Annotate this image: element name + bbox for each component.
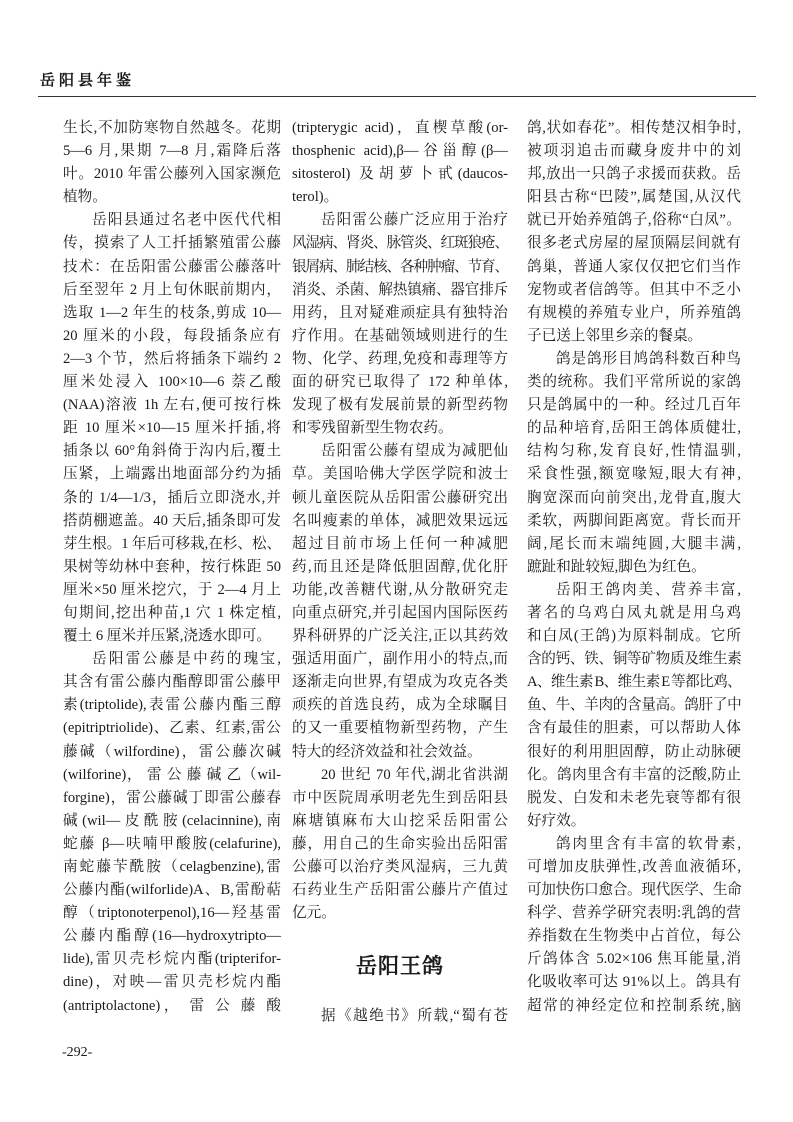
text-line: 疗作用。在基础领域则进行的生: [292, 327, 508, 344]
text-line: 鸽巢，普通人家仅仅把它们当作: [527, 258, 741, 275]
text-line: 顽疾的首选良药，成为全球瞩目: [292, 697, 508, 714]
paragraph: [292, 209, 508, 440]
text-line: 可增加皮肤弹性,改善血液循环,: [527, 859, 741, 875]
text-line: sitosterol) 及胡萝卜甙(daucos-: [292, 166, 508, 183]
text-line: terol)。: [292, 189, 339, 206]
text-line: 用药，且对疑难顽症具有独特治: [292, 304, 508, 321]
text-line: 科学、营养学研究表明:乳鸽的营: [527, 905, 741, 922]
text-line: 公藤内酯醇(16—hydroxytripto—: [63, 928, 281, 945]
text-line: 岳阳县通过名老中医代代相: [92, 212, 281, 229]
text-line: 鸽肉里含有丰富的软骨素,: [556, 835, 741, 852]
text-line: 碱(wil—皮酰胺(celacinnine),南: [63, 812, 281, 829]
text-line: 技术：在岳阳雷公藤雷公藤落叶: [63, 258, 281, 275]
text-line: 选取 1—2 年生的枝条,剪成 10—: [63, 304, 281, 321]
text-line: 超常的神经定位和控制系统,脑: [527, 997, 741, 1014]
text-line: 和白凤(王鸽)为原料制成。它所: [527, 628, 741, 645]
text-line: 邦,放出一只鸽子求援而获救。岳: [527, 166, 741, 183]
text-line: 逐渐走向世界,有望成为攻克各类: [292, 674, 508, 691]
text-column-1: [63, 117, 281, 1018]
text-line: 只是鸽属中的一种。经过几百年: [527, 397, 741, 414]
text-line: 藤碱（wilfordine)，雷公藤次碱: [63, 743, 281, 760]
text-line: 柔软，两脚间距离宽。背长而开: [527, 512, 741, 529]
text-line: 市中医院周承明老先生到岳阳县: [292, 789, 508, 806]
text-line: 面的研究已取得了 172 种单体,: [292, 374, 508, 391]
text-line: 公藤可以治疗类风湿病，三九黄: [292, 859, 508, 875]
text-line: 蹠趾和趾较短,脚色为红色。: [527, 558, 706, 575]
text-line: 植物。: [63, 189, 107, 206]
text-line: 石药业生产岳阳雷公藤片产值过: [292, 882, 508, 899]
paragraph: [527, 348, 741, 579]
text-line: 阔,尾长而末端纯圆,大腿丰满,: [527, 535, 741, 552]
text-line: 很多老式房屋的屋顶隔层间就有: [527, 235, 741, 252]
running-header-title: 岳阳县年鉴: [40, 71, 136, 89]
text-line: 斤鸽体含 5.02×106 焦耳能量,消: [527, 951, 741, 968]
text-line: 生长,不加防寒物自然越冬。花期: [63, 120, 281, 136]
text-line: 藤，用自己的生命实验出岳阳雷: [292, 835, 508, 852]
text-line: 麻塘镇麻布大山挖采岳阳雷公: [292, 812, 508, 829]
text-line: 厘米处浸入 100×10—6 萘乙酸: [63, 374, 281, 391]
header-divider: [38, 96, 756, 97]
text-line: 子已送上邻里乡亲的餐桌。: [527, 327, 703, 344]
text-line: 好疗效。: [527, 812, 586, 829]
text-line: 鸽是鸽形目鸠鸽科数百种鸟: [556, 350, 741, 367]
text-line: 素(triptolide),表雷公藤内酯三醇: [63, 697, 281, 714]
text-line: dine)，对映—雷贝壳杉烷内酯: [63, 974, 281, 991]
text-line: 含有最佳的胆素，可以帮助人体: [527, 720, 741, 737]
text-line: 强适用面广，副作用小的特点,而: [292, 651, 508, 668]
paragraph: [292, 440, 508, 763]
text-line: 和零残留新型生物农药。: [292, 420, 453, 437]
text-line: 鸽,状如春花”。相传楚汉相争时,: [527, 120, 741, 136]
text-line: 鱼、牛、羊肉的含量高。鸽肝了中: [527, 697, 742, 714]
text-line: 搭荫棚遮盖。40 天后,插条即可发: [63, 512, 281, 529]
text-line: 可加快伤口愈合。现代医学、生命: [527, 882, 742, 899]
text-line: 20 世纪 70 年代,湖北省洪湖: [321, 766, 508, 783]
text-line: 其含有雷公藤内酯醇即雷公藤甲: [63, 674, 281, 691]
text-line: 物、化学、药理,免疫和毒理等方: [292, 350, 508, 367]
page-number: -292-: [62, 1045, 93, 1060]
text-line: 果树等幼林中套种，按行株距 50: [63, 558, 281, 575]
text-line: 被项羽追击而藏身废井中的刘: [527, 143, 741, 160]
text-line: 的又一重要植物新型药物，产生: [292, 720, 508, 737]
text-line: 脱发、白发和未老先衰等都有很: [527, 789, 741, 806]
text-line: 很好的利用胆固醇，防止动脉硬: [527, 743, 741, 760]
text-line: 阳县古称“巴陵”,属楚国,从汉代: [527, 189, 741, 206]
text-line: 2—3 个节，然后将插条下端约 2: [63, 350, 281, 367]
paragraph: [63, 648, 281, 1018]
text-line: (antriptolactone)， 雷 公 藤 酸: [63, 997, 281, 1014]
text-line: 5—6 月,果期 7—8 月,霜降后落: [63, 143, 281, 160]
text-line: 采食性强,额宽喙短,眼大有神,: [527, 466, 741, 483]
paragraph: [63, 117, 281, 209]
paragraph: [527, 117, 741, 348]
text-line: 岳阳雷公藤有望成为减肥仙: [321, 443, 508, 460]
text-line: 银屑病、肺结核、各种肿瘤、节育、: [292, 258, 508, 275]
text-line: (tripterygic acid)，直楔草酸(or-: [292, 120, 508, 136]
text-line: 消炎、杀菌、解热镇痛、器官排斥: [292, 281, 508, 298]
text-line: thosphenic acid),β—谷甾醇(β—: [292, 143, 508, 160]
paragraph: [292, 117, 508, 209]
text-line: 化吸收率可达 91%以上。鸽具有: [527, 974, 741, 991]
text-line: 芽生根。1 年后可移栽,在杉、松、: [63, 535, 281, 552]
text-line: 距 10 厘米×10—15 厘米扦插,将: [63, 420, 281, 437]
text-column-2: [292, 117, 508, 925]
text-line: 顿儿童医院从岳阳雷公藤研究出: [292, 489, 508, 506]
text-line: 20 厘米的小段，每段插条应有: [63, 327, 281, 344]
text-line: 结构匀称,发育良好,性情温驯,: [527, 443, 741, 460]
paragraph: [527, 579, 741, 833]
text-line: 超过目前市场上任何一种减肥: [292, 535, 508, 552]
text-line: 压紧，上端露出地面部分约为插: [63, 466, 281, 483]
text-line: (epitriptriolide)、乙素、红素,雷公: [63, 720, 281, 737]
text-line: 名叫瘦素的单体，减肥效果远远: [292, 512, 508, 529]
paragraph: [527, 833, 741, 1018]
text-line: 宠物或者信鸽等。但其中不乏小: [527, 281, 741, 298]
text-line: 功能,改善糖代谢,从分散研究走: [292, 581, 508, 598]
text-line: 南蛇藤苄酰胺（celagbenzine),雷: [63, 859, 281, 875]
text-line: 界科研界的广泛关注,正以其药效: [292, 628, 508, 645]
text-line: 亿元。: [292, 905, 336, 922]
text-line: lide),雷贝壳杉烷内酯(tripterifor-: [63, 951, 281, 968]
text-line: 叶。2010 年雷公藤列入国家濒危: [63, 166, 281, 183]
text-line: 类的统称。我们平常所说的家鸽: [527, 374, 741, 391]
text-line: A、维生素 B、维生素 E 等都比鸡、: [527, 674, 741, 691]
text-line: 特大的经济效益和社会效益。: [292, 743, 482, 760]
text-line: (NAA)溶液 1h 左右,便可按行株: [63, 397, 281, 414]
text-line: 蛇藤 β—呋喃甲酸胺(celafurine),: [63, 835, 281, 852]
text-line: 草。美国哈佛大学医学院和波士: [292, 466, 508, 483]
text-line: 的品种培育,岳阳王鸽体质健壮,: [527, 420, 741, 437]
text-line: 岳阳雷公藤是中药的瑰宝,: [92, 651, 281, 668]
text-line: 覆土 6 厘米并压紧,浇透水即可。: [63, 628, 271, 645]
text-line: 著名的乌鸡白凤丸就是用乌鸡: [527, 604, 741, 621]
text-line: 旬期间,挖出种苗,1 穴 1 株定植,: [63, 604, 281, 621]
text-line: 岳阳王鸽肉美、营养丰富,: [556, 581, 741, 598]
text-line: 向重点研究,并引起国内国际医药: [292, 604, 508, 621]
text-line: (wilforine)， 雷 公 藤 碱 乙（wil-: [63, 766, 281, 783]
text-line: 条的 1/4—1/3，插后立即浇水,并: [63, 489, 281, 506]
text-line: 发现了极有发展前景的新型药物: [292, 397, 508, 414]
text-line: 含的钙、铁、铜等矿物质及维生素: [527, 651, 742, 668]
text-line: 公藤内酯(wilforlide)A、B,雷酚萜: [63, 882, 281, 899]
section-heading: 岳阳王鸽: [356, 954, 444, 978]
text-line: 风湿病、肾炎、脉管炎、红斑狼疮、: [292, 235, 508, 252]
text-line: 化。鸽肉里含有丰富的泛酸,防止: [527, 766, 741, 783]
section-paragraph: [292, 1005, 508, 1028]
text-line: 就已开始养殖鸽子,俗称“白凤”。: [527, 212, 741, 229]
text-line: 药,而且还是降低胆固醇,优化肝: [292, 558, 508, 575]
text-column-3: [527, 117, 741, 1018]
text-line: forgine)，雷公藤碱丁即雷公藤春: [63, 789, 281, 806]
text-line: 厘米×50 厘米挖穴，于 2—4 月上: [63, 581, 281, 598]
text-line: 醇（triptonoterpenol),16—羟基雷: [63, 905, 281, 922]
text-line: 胸宽深而向前突出,龙骨直,腹大: [527, 489, 741, 506]
text-line: 有规模的养殖专业户，所养殖鸽: [527, 304, 741, 321]
paragraph: [292, 764, 508, 926]
text-line: 据《越绝书》所载,“蜀有苍: [321, 1008, 508, 1024]
text-line: 传，摸索了人工扦插繁殖雷公藤: [63, 235, 281, 252]
text-line: 后至翌年 2 月上旬休眠前期内，: [63, 281, 281, 298]
text-line: 养指数在生物类中占首位，每公: [527, 928, 741, 945]
text-line: 岳阳雷公藤广泛应用于治疗: [321, 212, 508, 229]
text-line: 插条以 60°角斜倚于沟内后,覆土: [63, 443, 281, 460]
paragraph: [63, 209, 281, 648]
